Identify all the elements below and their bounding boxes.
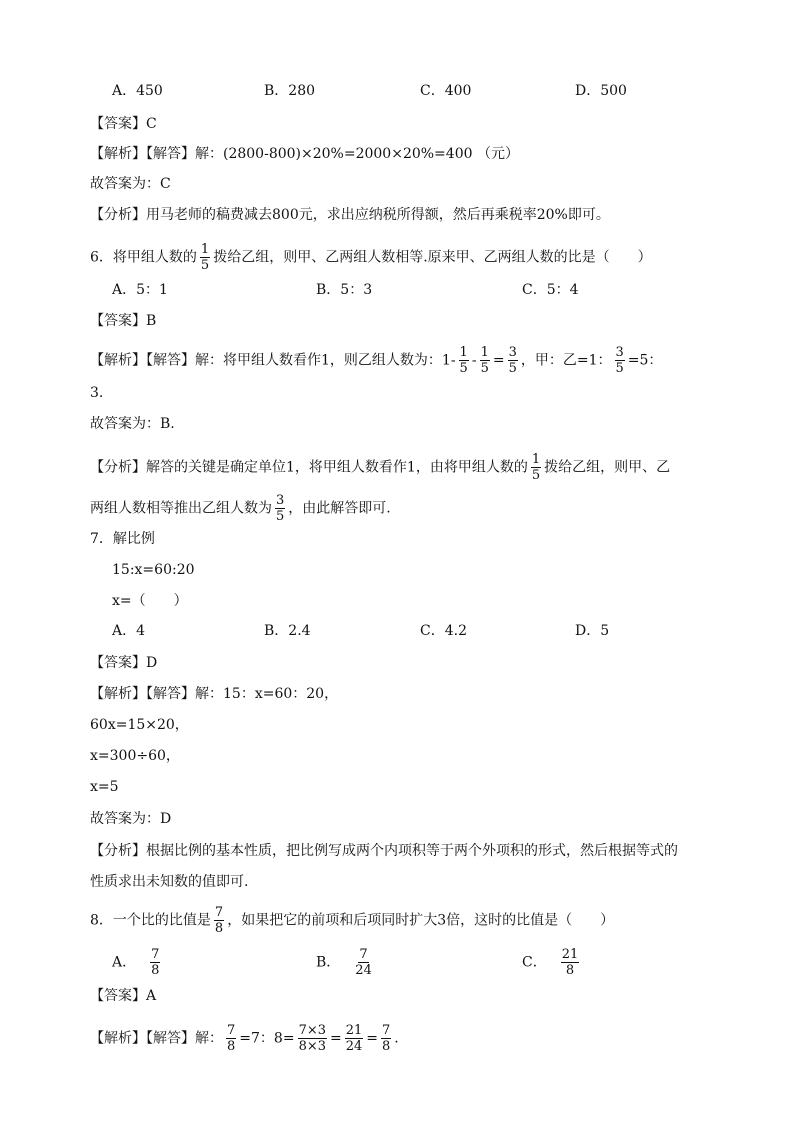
q8-analysis: [90, 1024, 399, 1053]
answer-tag: 【答案】: [90, 655, 146, 671]
q6-analysis: [90, 346, 662, 375]
denominator: 5: [200, 258, 210, 273]
fraction-7-24: [354, 948, 373, 977]
q7-option-d[interactable]: D．5: [575, 623, 610, 639]
q7-option-a[interactable]: A．4: [112, 623, 146, 639]
equals-sign: =: [330, 1030, 342, 1047]
q7-stem: 7．解比例: [90, 531, 155, 547]
denominator: 8: [214, 921, 224, 936]
q5-fenxi: [90, 205, 610, 225]
numerator: 3: [615, 345, 624, 360]
fraction-1-5: [531, 453, 541, 482]
q6-answer: [90, 311, 156, 331]
fenxi-text: 两组人数相等推出乙组人数为: [90, 500, 272, 517]
fraction-1-5: [459, 346, 469, 375]
fenxi-text: 用马老师的稿费减去800元，求出应纳税所得额，然后再乘税率20%即可。: [146, 207, 610, 223]
q5-option-c[interactable]: C．400: [420, 83, 472, 99]
q7-step-2: 60x=15×20，: [90, 717, 189, 733]
stem-text: 8．一个比的比值是: [90, 912, 211, 929]
q8-stem: [90, 906, 614, 935]
q8-option-c[interactable]: [522, 948, 582, 977]
fraction-21-24: [345, 1024, 364, 1053]
fenxi-tag: 【分析】: [90, 207, 146, 223]
q5-option-a[interactable]: A．450: [112, 83, 163, 99]
solution-text: 解：将甲组人数看作1，则乙组人数为：1-: [195, 352, 456, 369]
solution-tag: 【解答】: [146, 1030, 195, 1047]
numerator: 1: [200, 242, 210, 257]
q7-ask: x=（ ）: [112, 593, 188, 609]
q7-equation: 15:x=60:20: [112, 562, 195, 578]
answer-tag: 【答案】: [90, 313, 146, 329]
denominator: 5: [615, 361, 624, 376]
answer-value: C: [146, 116, 157, 132]
q6-fenxi-line1: [90, 453, 670, 482]
q6-stem: [90, 243, 652, 272]
option-label: C．: [522, 954, 547, 971]
numerator: 21: [561, 947, 579, 962]
analysis-tag: 【解析】: [90, 1030, 146, 1047]
numerator: 21: [345, 1023, 363, 1038]
numerator: 3: [508, 345, 517, 360]
denominator: 24: [345, 1039, 363, 1054]
denominator: 8×3: [298, 1039, 326, 1054]
solution-text: 解：(2800-800)×20%=2000×20%=400 （元）: [195, 146, 519, 162]
q8-option-a[interactable]: [112, 948, 163, 977]
option-label: A．: [112, 954, 137, 971]
minus-sign: -: [471, 352, 477, 369]
numerator: 1: [531, 452, 541, 467]
numerator: 1: [480, 345, 489, 360]
q6-solution-wrap: 3.: [90, 385, 104, 401]
q5-option-d[interactable]: D．500: [575, 83, 627, 99]
answer-value: B: [146, 313, 157, 329]
solution-text: .: [394, 1030, 399, 1047]
fenxi-text: 拨给乙组，则甲、乙: [544, 459, 671, 476]
numerator: 7×3: [298, 1023, 326, 1038]
analysis-tag: 【解析】: [90, 686, 146, 702]
q7-option-c[interactable]: C．4.2: [420, 623, 467, 639]
solution-text: 解：: [195, 1030, 223, 1047]
fenxi-text: 根据比例的基本性质，把比例写成两个内项积等于两个外项积的形式，然后根据等式的: [146, 843, 678, 859]
denominator: 24: [355, 963, 372, 978]
q6-fenxi-line2: [90, 494, 391, 523]
q7-option-b[interactable]: B．2.4: [264, 623, 311, 639]
denominator: 5: [276, 509, 285, 524]
fraction-21-8: [561, 948, 580, 977]
numerator: 7: [151, 947, 160, 962]
fraction-3-5: [615, 346, 625, 375]
fenxi-tag: 【分析】: [90, 459, 146, 476]
answer-tag: 【答案】: [90, 988, 146, 1004]
denominator: 5: [508, 361, 517, 376]
solution-text: ，甲：乙=1：: [520, 352, 612, 369]
q6-option-c[interactable]: C．5：4: [522, 282, 579, 298]
denominator: 5: [480, 361, 489, 376]
answer-tag: 【答案】: [90, 116, 146, 132]
q5-option-b[interactable]: B．280: [264, 83, 316, 99]
equals-sign: =: [492, 352, 505, 369]
denominator: 8: [382, 1039, 391, 1054]
numerator: 3: [276, 493, 285, 508]
q6-option-a[interactable]: A．5：1: [112, 282, 168, 298]
answer-value: D: [146, 655, 158, 671]
fraction-7-8: [214, 906, 224, 935]
solution-tag: 【解答】: [146, 146, 195, 162]
stem-text: 6．将甲组人数的: [90, 249, 197, 266]
q5-answer: [90, 114, 157, 134]
analysis-tag: 【解析】: [90, 146, 146, 162]
q7-step-4: x=5: [90, 779, 119, 795]
numerator: 1: [459, 345, 468, 360]
q8-option-b[interactable]: [316, 948, 376, 977]
q7-analysis: [90, 684, 338, 704]
stem-text: 拨给乙组，则甲、乙两组人数相等.原来甲、乙两组人数的比是（ ）: [213, 249, 652, 266]
numerator: 7: [214, 905, 224, 920]
denominator: 8: [151, 963, 160, 978]
q7-answer: [90, 653, 157, 673]
solution-text: 解：15：x=60：20，: [195, 686, 339, 702]
fraction-7x3-8x3: [298, 1024, 327, 1053]
q7-fenxi-line2: 性质求出未知数的值即可.: [90, 874, 249, 890]
fenxi-text: 解答的关键是确定单位1，将甲组人数看作1，由将甲组人数的: [146, 459, 528, 476]
numerator: 7: [382, 1023, 391, 1038]
solution-tag: 【解答】: [146, 686, 195, 702]
solution-text: =5：: [627, 352, 663, 369]
q7-fenxi-line1: [90, 841, 678, 861]
answer-value: A: [146, 988, 157, 1004]
q7-step-3: x=300÷60，: [90, 748, 180, 764]
q5-analysis: [90, 144, 519, 164]
fraction-7-8: [381, 1024, 391, 1053]
fenxi-tag: 【分析】: [90, 843, 146, 859]
analysis-tag: 【解析】: [90, 352, 146, 369]
q7-conclusion: 故答案为：D: [90, 811, 172, 827]
solution-text: =7：8=: [239, 1030, 295, 1047]
fraction-3-5: [275, 494, 285, 523]
numerator: 7: [227, 1023, 236, 1038]
denominator: 8: [227, 1039, 236, 1054]
denominator: 8: [565, 963, 575, 978]
denominator: 5: [531, 468, 541, 483]
stem-text: ，如果把它的前项和后项同时扩大3倍，这时的比值是（ ）: [227, 912, 615, 929]
numerator: 7: [359, 947, 368, 962]
equals-sign: =: [366, 1030, 379, 1047]
solution-tag: 【解答】: [146, 352, 195, 369]
fraction-7-8: [150, 948, 160, 977]
q6-option-b[interactable]: B．5：3: [316, 282, 373, 298]
q6-conclusion: 故答案为：B.: [90, 416, 175, 432]
fraction-1-5: [200, 243, 210, 272]
denominator: 5: [459, 361, 468, 376]
fenxi-text: ，由此解答即可.: [288, 500, 391, 517]
fraction-1-5: [480, 346, 490, 375]
q5-conclusion: 故答案为：C: [90, 176, 171, 192]
fraction-3-5: [508, 346, 518, 375]
fraction-7-8: [226, 1024, 236, 1053]
q8-answer: [90, 986, 156, 1006]
option-label: B．: [316, 954, 341, 971]
